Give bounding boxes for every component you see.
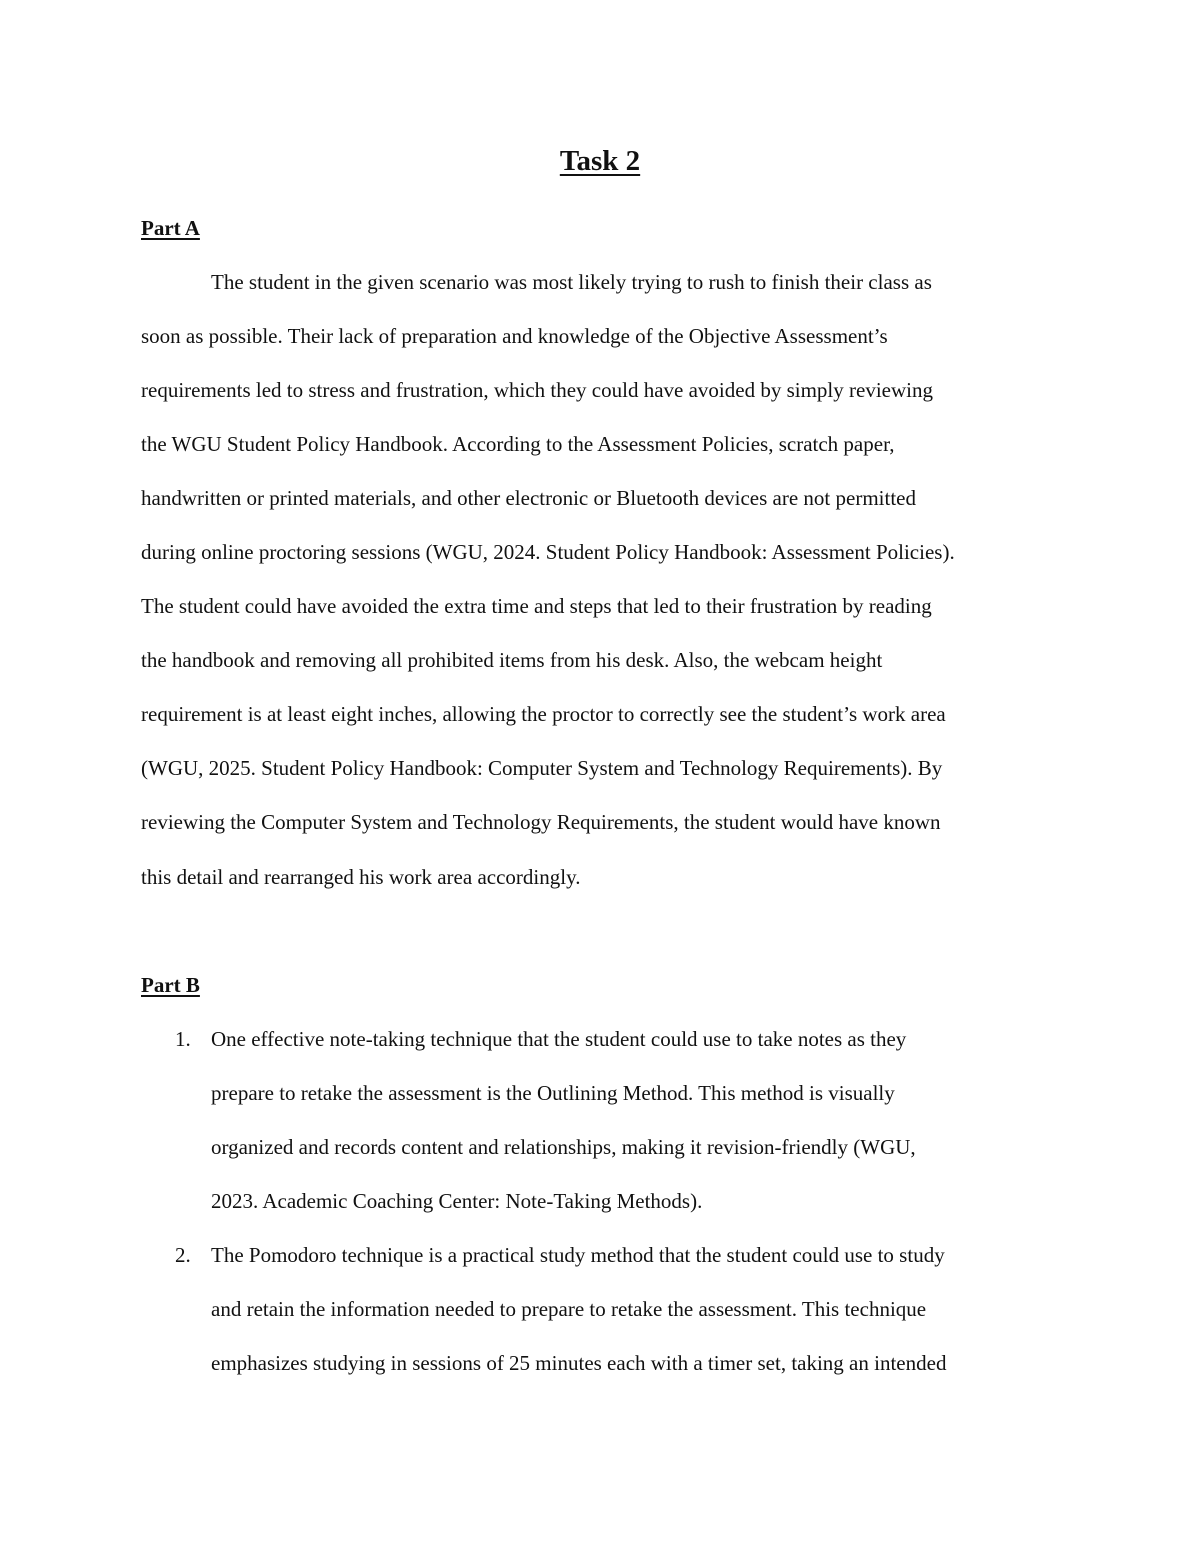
list-item-line: organized and records content and relationships, making it revision-friendly (WGU, bbox=[211, 1135, 916, 1159]
part-b-heading: Part B bbox=[141, 973, 200, 997]
part-a-line: the handbook and removing all prohibited items from his desk. Also, the webcam height bbox=[141, 648, 883, 672]
list-item-line: and retain the information needed to prepare to retake the assessment. This technique bbox=[211, 1297, 927, 1321]
part-a-line: requirements led to stress and frustration, which they could have avoided by simply reviewing bbox=[141, 378, 933, 402]
list-item-line: 2023. Academic Coaching Center: Note-Taking Methods). bbox=[211, 1189, 703, 1213]
part-a-line: the WGU Student Policy Handbook. According to the Assessment Policies, scratch paper, bbox=[141, 432, 895, 456]
list-item-number: 2. bbox=[175, 1243, 191, 1267]
list-item-line: The Pomodoro technique is a practical study method that the student could use to study bbox=[211, 1243, 945, 1267]
list-item-line: prepare to retake the assessment is the Outlining Method. This method is visually bbox=[211, 1081, 895, 1105]
list-item-line: emphasizes studying in sessions of 25 minutes each with a timer set, taking an intended bbox=[211, 1351, 947, 1375]
part-a-line: handwritten or printed materials, and other electronic or Bluetooth devices are not permitted bbox=[141, 486, 916, 510]
part-a-line: reviewing the Computer System and Technology Requirements, the student would have known bbox=[141, 810, 941, 834]
list-item-number: 1. bbox=[175, 1027, 191, 1051]
part-a-line: The student in the given scenario was most likely trying to rush to finish their class as bbox=[211, 270, 932, 294]
page-title: Task 2 bbox=[559, 145, 641, 177]
part-a-heading: Part A bbox=[141, 216, 200, 240]
list-item-line: One effective note-taking technique that the student could use to take notes as they bbox=[211, 1027, 907, 1051]
part-a-line: (WGU, 2025. Student Policy Handbook: Computer System and Technology Requirements). By bbox=[141, 756, 943, 780]
part-a-line: requirement is at least eight inches, allowing the proctor to correctly see the student’s work area bbox=[141, 702, 946, 726]
part-a-line: during online proctoring sessions (WGU, 2024. Student Policy Handbook: Assessment Policies). bbox=[141, 540, 955, 564]
part-a-line: soon as possible. Their lack of preparation and knowledge of the Objective Assessment’s bbox=[141, 324, 888, 348]
part-a-line: The student could have avoided the extra time and steps that led to their frustration by reading bbox=[141, 594, 932, 618]
part-a-line: this detail and rearranged his work area accordingly. bbox=[141, 865, 581, 889]
